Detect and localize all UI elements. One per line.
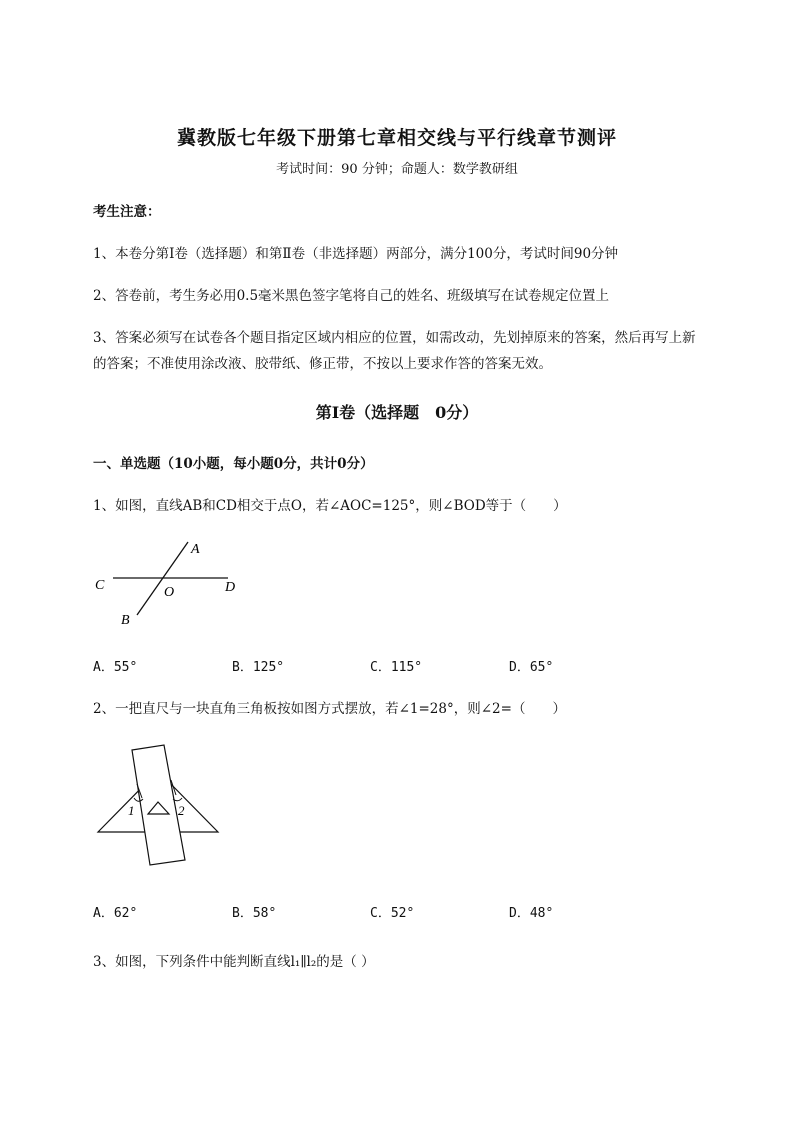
label-d: D <box>225 580 236 595</box>
notice-heading: 考生注意： <box>93 204 161 220</box>
question-1-option-d: D．65° <box>509 660 554 675</box>
exam-info: 考试时间：90 分钟；命题人：数学教研组 <box>276 162 518 177</box>
label-o: O <box>164 585 175 600</box>
question-2-option-d: D．48° <box>509 906 554 921</box>
angle-1-label: 1 <box>128 803 135 818</box>
question-1-option-c: C．115° <box>370 660 423 675</box>
label-c: C <box>95 578 105 593</box>
question-1-option-b: B．125° <box>232 660 285 675</box>
question-3-stem: 3、如图，下列条件中能判断直线l₁∥l₂的是（ ） <box>93 954 375 970</box>
label-b: B <box>121 613 130 628</box>
notice-item-2: 2、答卷前，考生务必用0.5毫米黑色签字笔将自己的姓名、班级填写在试卷规定位置上 <box>93 288 610 304</box>
section-title: 第Ⅰ卷（选择题 0分） <box>315 403 479 422</box>
page-title: 冀教版七年级下册第七章相交线与平行线章节测评 <box>176 127 617 149</box>
notice-item-1: 1、本卷分第Ⅰ卷（选择题）和第Ⅱ卷（非选择题）两部分，满分100分，考试时间90分钟 <box>93 246 619 262</box>
question-2-figure <box>92 740 227 870</box>
label-a: A <box>191 542 200 557</box>
question-2-option-a: A．62° <box>93 906 138 921</box>
notice-item-3: 3、答案必须写在试卷各个题目指定区域内相应的位置，如需改动，先划掉原来的答案，然后再写上新 <box>93 330 696 346</box>
question-1-stem: 1、如图，直线AB和CD相交于点O，若∠AOC=125°，则∠BOD等于（ ） <box>93 498 567 514</box>
question-1-figure <box>88 535 248 630</box>
question-2-option-b: B．58° <box>232 906 277 921</box>
question-2-option-c: C．52° <box>370 906 415 921</box>
question-1-option-a: A．55° <box>93 660 138 675</box>
angle-2-label: 2 <box>178 803 185 818</box>
notice-item-3-cont: 的答案；不准使用涂改液、胶带纸、修正带，不按以上要求作答的答案无效。 <box>93 356 552 372</box>
question-2-stem: 2、一把直尺与一块直角三角板按如图方式摆放，若∠1=28°，则∠2=（ ） <box>93 701 566 717</box>
part-heading: 一、单选题（10小题，每小题0分，共计0分） <box>93 456 374 472</box>
